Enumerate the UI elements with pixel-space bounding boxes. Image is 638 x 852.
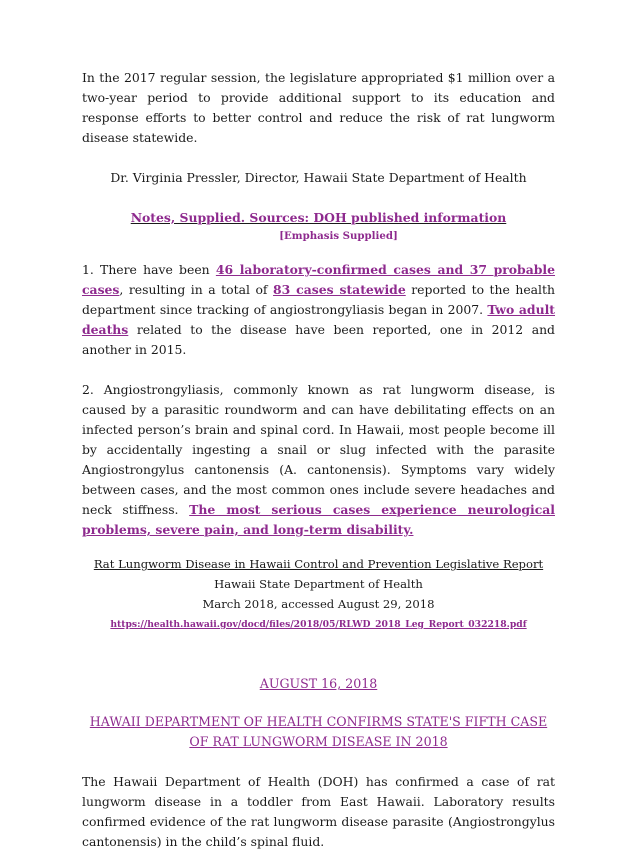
news-headline-line-1: HAWAII DEPARTMENT OF HEALTH CONFIRMS STATE'S FIFTH CASE — [89, 714, 548, 729]
source-org: Hawaii State Department of Health — [214, 577, 423, 591]
emphasis-note: [Emphasis Supplied] — [279, 230, 398, 242]
news-headline-line-2: OF RAT LUNGWORM DISEASE IN 2018 — [189, 734, 448, 749]
news-date: AUGUST 16, 2018 — [259, 676, 378, 691]
signature-line: Dr. Virginia Pressler, Director, Hawaii State Department of Health — [110, 170, 527, 185]
item-2-paragraph: 2. Angiostrongyliasis, commonly known as rat lungworm disease, is caused by a parasitic roundworm and can have debilitating effects on an infected person’s brain and spinal cord. In Hawaii, most people become ill by accidentally ingesting a snail or slug infected with the parasite Angiostrongylus cantonensis (A. cantonensis). Symptoms vary widely between cases, and the most common ones include severe headaches and neck stiffness. The most serious cases experience neurological problems, severe pain, and long-term disability. — [82, 382, 555, 537]
cases-link[interactable]: 46 laboratory-confirmed cases and 37 probable cases — [82, 262, 556, 297]
statewide-cases-link[interactable]: 83 cases statewide — [273, 282, 406, 297]
source-url-link[interactable]: https://health.hawaii.gov/docd/files/2018/05/RLWD_2018_Leg_Report_032218.pdf — [110, 619, 527, 630]
intro-paragraph: In the 2017 regular session, the legislature appropriated $1 million over a two-year period to provide additional support to its education and response efforts to better control and reduce the risk of rat lungworm disease statewide. — [82, 70, 555, 145]
adult-deaths-link[interactable]: Two adult deaths — [82, 302, 556, 337]
source-title: Rat Lungworm Disease in Hawaii Control and Prevention Legislative Report — [93, 557, 544, 571]
source-url-line — [82, 614, 555, 634]
item-1-paragraph: 1. There have been 46 laboratory-confirmed cases and 37 probable cases, resulting in a total of 83 cases statewide reported to the health department since tracking of angiostrongyliasis began in 2007. Two adult deaths related to the disease have been reported, one in 2012 and another in 2015. — [82, 262, 556, 357]
news-body: The Hawaii Department of Health (DOH) has confirmed a case of rat lungworm disease in a toddler from East Hawaii. Laboratory results confirmed evidence of the rat lungworm disease parasite (Angiostrongylus cantonensis) in the child’s spinal fluid. — [82, 774, 555, 849]
source-date: March 2018, accessed August 29, 2018 — [202, 597, 435, 611]
serious-cases-link[interactable]: The most serious cases experience neurological problems, severe pain, and long-term disability. — [82, 502, 555, 537]
notes-heading: Notes, Supplied. Sources: DOH published information — [130, 210, 507, 225]
